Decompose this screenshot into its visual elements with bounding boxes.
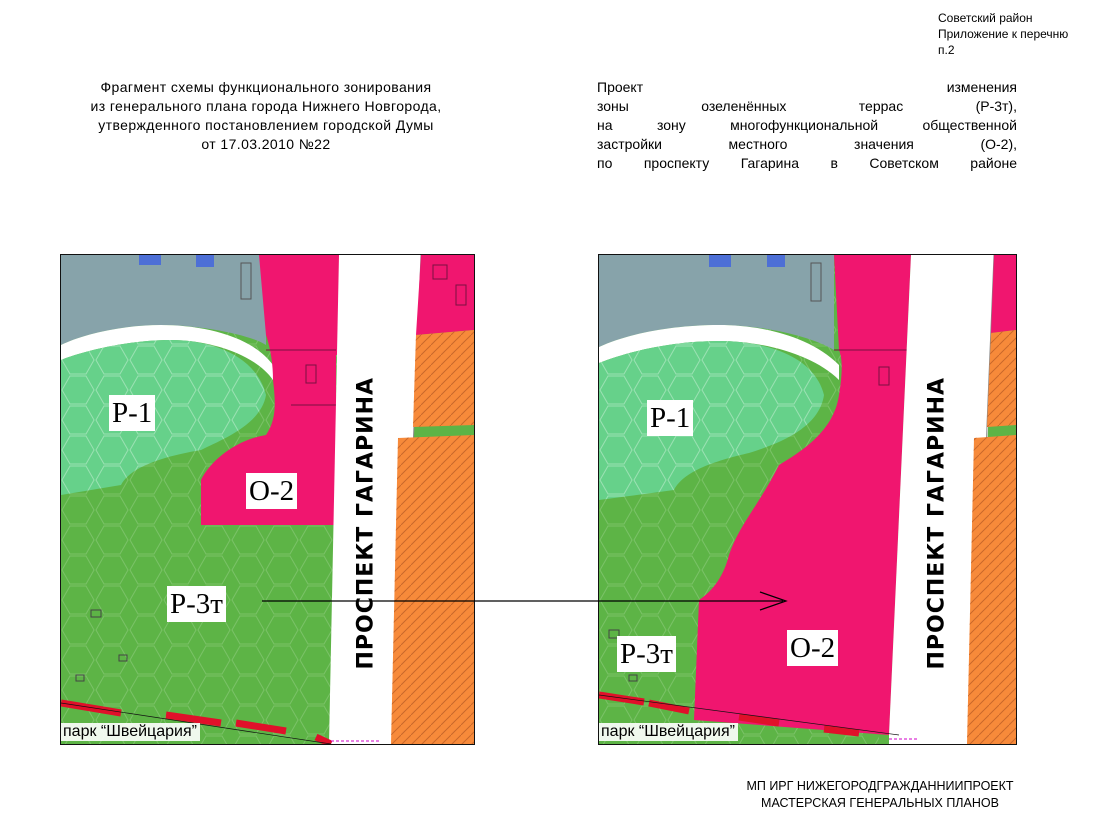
appendix-note-line: Советский район [938,11,1033,25]
title-line: зоны озеленённых террас (Р-3т), [597,98,1017,114]
zone-label-p1: Р-1 [647,400,693,436]
footer-credit [700,778,1060,812]
park-label: парк “Швейцария” [61,723,200,741]
park-label: парк “Швейцария” [599,723,738,741]
building [139,255,161,265]
footer-line: МАСТЕРСКАЯ ГЕНЕРАЛЬНЫХ ПЛАНОВ [761,796,999,810]
building [767,255,785,267]
title-line: на зону многофункциональной общественной [597,117,1017,133]
right-map-title [597,78,1017,173]
zone-label-p3t: Р-3т [167,586,226,622]
zone-label-p1: Р-1 [109,395,155,431]
zone-label-o2: О-2 [246,473,297,509]
title-line: от 17.03.2010 №22 [201,136,331,152]
title-line: утвержденного постановлением городской Думы [98,117,434,133]
public-zone-east [991,255,1016,333]
title-line: из генерального плана города Нижнего Новгорода, [90,98,442,114]
right-zoning-map[interactable] [598,254,1017,745]
building [196,255,214,267]
zone-label-o2: О-2 [787,630,838,666]
left-zoning-map[interactable] [60,254,475,745]
title-line: застройки местного значения (О-2), [597,136,1017,152]
title-line: Фрагмент схемы функционального зонирования [100,79,432,95]
title-line: Проект изменения [597,79,1017,95]
footer-line: МП ИРГ НИЖЕГОРОДГРАЖДАННИИПРОЕКТ [746,779,1014,793]
appendix-note [938,10,1108,58]
street-label: ПРОСПЕКТ ГАГАРИНА [924,376,950,670]
zone-label-p3t: Р-3т [617,636,676,672]
public-zone-east [416,255,474,335]
building [709,255,731,267]
left-map-title [40,78,492,154]
appendix-note-line: Приложение к перечню [938,27,1069,41]
appendix-note-line: п.2 [938,43,955,57]
title-line: по проспекту Гагарина в Советском районе [597,155,1017,171]
street-label: ПРОСПЕКТ ГАГАРИНА [353,376,379,670]
